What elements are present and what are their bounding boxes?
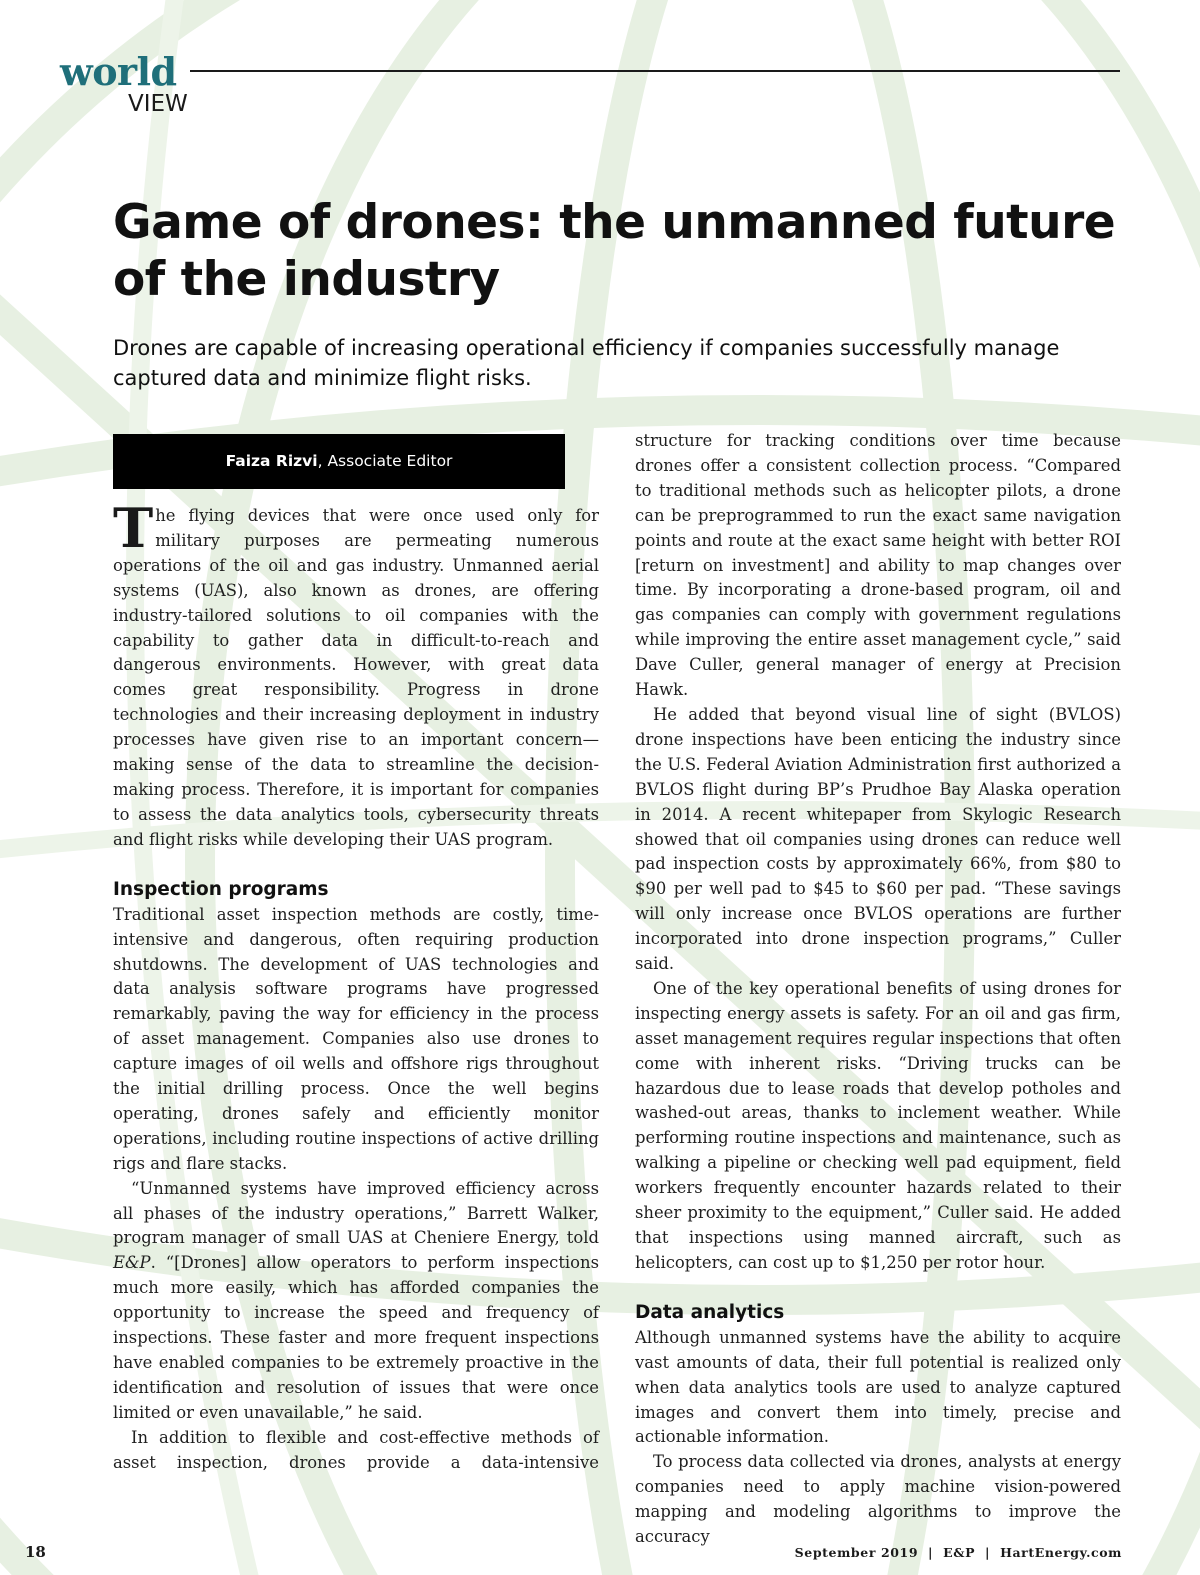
article-deck: Drones are capable of increasing operational efficiency if companies successfully manage captured data and minimize flight risks. (113, 336, 1060, 390)
body-paragraph: Traditional asset inspection methods are costly, time-intensive and dangerous, often requiring production shutdowns. The development of UAS technologies and data analysis software programs have progressed remarkably, paving the way for efficiency in the process of asset management. Companies also use drones to capture images of oil wells and offshore rigs throughout the initial drilling process. Once the well begins operating, drones safely and efficiently monitor operations, including routine inspections of active drilling rigs and flare stacks. (113, 904, 599, 1173)
body-paragraph (113, 1177, 599, 1426)
byline-role: , Associate Editor (317, 452, 453, 470)
left-column (113, 496, 599, 1476)
body-paragraph: Although unmanned systems have the ability to acquire vast amounts of data, their full potential is realized only when data analytics tools are used to analyze captured images and convert them into timely, precise and actionable information. (635, 1327, 1121, 1447)
section-tag (60, 50, 1120, 120)
body-paragraph-continued: structure for tracking conditions over time because drones offer a consistent collection process. “Compared to traditional methods such as helicopter pilots, a drone can be preprogrammed to run the exact same navigation points and route at the exact same height with better ROI [return on investment] and ability to map changes over time. By incorporating a drone-based program, oil and gas companies can comply with government regulations while improving the entire asset management cycle,” said Dave Culler, general manager of energy at Precision Hawk. (635, 431, 1121, 700)
intro-text: he flying devices that were once used only for military purposes are permeating numerous operations of the oil and gas industry. Unmanned aerial systems (UAS), also known as drones, are offering industry-tailored solutions to oil companies with the capability to gather data in difficult-to-reach and dangerous environments. However, with great data comes great responsibility. Progress in drone technologies and their increasing deployment in industry processes have given rise to an important concern—making sense of the data to streamline the decision-making process. Therefore, it is important for companies to assess the data analytics tools, cybersecurity threats and flight risks while developing their UAS program. (113, 506, 599, 849)
drop-cap: T (113, 496, 154, 560)
section-tag-view: VIEW (128, 91, 188, 117)
header-rule (190, 70, 1120, 72)
subhead-data-analytics: Data analytics (635, 1301, 785, 1323)
body-paragraph-continued: In addition to flexible and cost-effective methods of asset inspection, drones provide a data-intensive (113, 1427, 599, 1472)
body-paragraph: He added that beyond visual line of sight (BVLOS) drone inspections have been enticing the industry since the U.S. Federal Aviation Administration first authorized a BVLOS flight during BP’s Prudhoe Bay Alaska operation in 2014. A recent whitepaper from Skylogic Research showed that oil companies using drones can reduce well pad inspection costs by approximately 66%, from $80 to $90 per well pad to $45 to $60 per pad. “These savings will only increase once BVLOS operations are further incorporated into drone inspection programs,” Culler said. (635, 704, 1121, 974)
subhead-inspection-programs: Inspection programs (113, 878, 329, 900)
byline-author: Faiza Rizvi (225, 452, 318, 470)
page-number: 18 (25, 1543, 46, 1561)
article-headline: Game of drones: the unmanned future of the industry (113, 195, 1116, 307)
intro-paragraph (113, 496, 599, 853)
right-column (635, 429, 1121, 1550)
footer-credit: September 2019 | E&P | HartEnergy.com (794, 1545, 1122, 1560)
byline-box (113, 434, 565, 489)
quote-text: . “[Drones] allow operators to perform inspections much more easily, which has afforded companies the opportunity to increase the speed and frequency of inspections. These faster and more frequent inspections have enabled companies to be extremely proactive in the identification and resolution of issues that were once limited or even unavailable,” he said. (113, 1253, 599, 1422)
section-tag-world: world (60, 49, 177, 94)
publication-name: E&P (113, 1253, 151, 1273)
body-paragraph: One of the key operational benefits of using drones for inspecting energy assets is safety. For an oil and gas firm, asset management requires regular inspections that often come with inherent risks. “Driving trucks can be hazardous due to lease roads that develop potholes and washed-out areas, thanks to inclement weather. While performing routine inspections and maintenance, such as walking a pipeline or checking well pad equipment, field workers frequently encounter hazards related to their sheer proximity to the equipment,” Culler said. He added that inspections using manned aircraft, such as helicopters, can cost up to $1,250 per rotor hour. (635, 978, 1121, 1272)
quote-text: “Unmanned systems have improved efficiency across all phases of the industry operations,” Barrett Walker, program manager of small UAS at Cheniere Energy, told (113, 1178, 599, 1248)
body-paragraph: To process data collected via drones, analysts at energy companies need to apply machine vision-powered mapping and modeling algorithms to improve the accuracy (635, 1452, 1121, 1547)
